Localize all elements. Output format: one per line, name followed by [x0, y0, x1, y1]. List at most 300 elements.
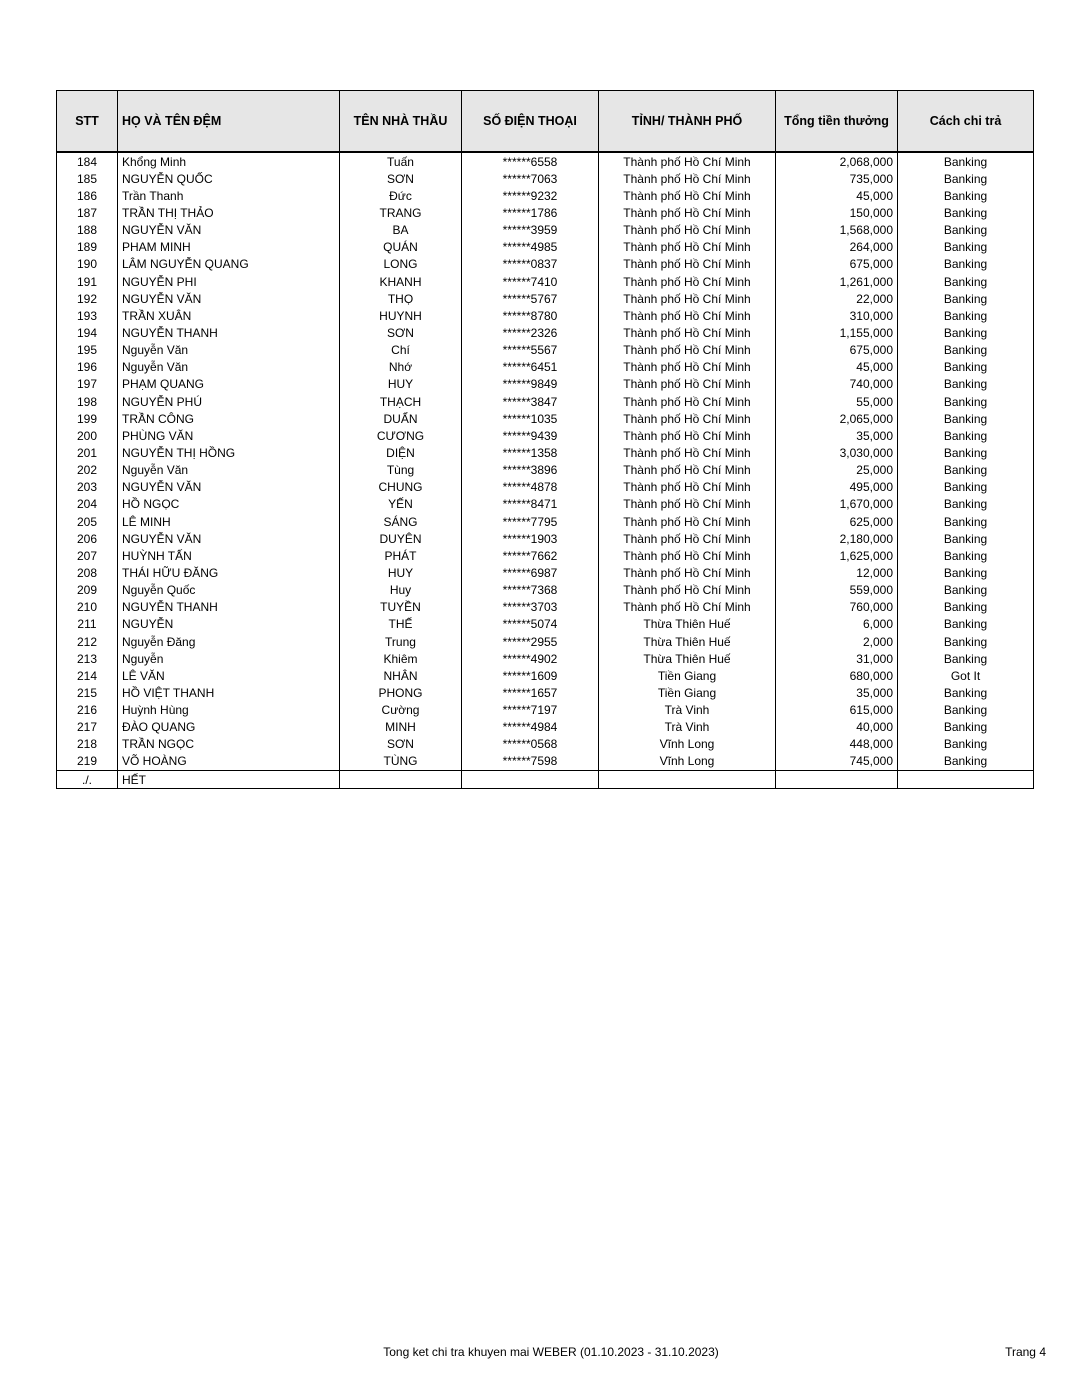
row-so-dien-thoai: ******1657	[462, 684, 599, 701]
row-ho-ten-dem: NGUYỄN VĂN	[118, 290, 340, 307]
row-tong-tien: 448,000	[776, 736, 898, 753]
row-tinh: Thành phố Hồ Chí Minh	[599, 307, 776, 324]
table-row	[57, 753, 1034, 771]
row-stt: 212	[57, 633, 118, 650]
row-tong-tien: 1,261,000	[776, 273, 898, 290]
row-ho-ten-dem: LÊ VĂN	[118, 667, 340, 684]
row-tong-tien: 31,000	[776, 650, 898, 667]
row-tinh: Thành phố Hồ Chí Minh	[599, 427, 776, 444]
row-cach-chi-tra: Banking	[898, 564, 1034, 581]
row-tong-tien: 1,155,000	[776, 324, 898, 341]
row-ho-ten-dem: LÂM NGUYỄN QUANG	[118, 256, 340, 273]
row-tinh: Thành phố Hồ Chí Minh	[599, 256, 776, 273]
row-so-dien-thoai: ******7795	[462, 513, 599, 530]
table-row	[57, 547, 1034, 564]
row-so-dien-thoai: ******5074	[462, 616, 599, 633]
row-stt: 209	[57, 582, 118, 599]
row-tinh: Thành phố Hồ Chí Minh	[599, 513, 776, 530]
row-so-dien-thoai: ******1786	[462, 204, 599, 221]
row-ho-ten-dem: VÕ HOÀNG	[118, 753, 340, 771]
table-row	[57, 427, 1034, 444]
row-tinh: Thành phố Hồ Chí Minh	[599, 170, 776, 187]
row-ten: HUYNH	[340, 307, 462, 324]
table-row	[57, 599, 1034, 616]
row-tong-tien: 55,000	[776, 393, 898, 410]
row-cach-chi-tra: Banking	[898, 702, 1034, 719]
row-tinh: Thành phố Hồ Chí Minh	[599, 582, 776, 599]
row-ten: Huy	[340, 582, 462, 599]
row-cach-chi-tra: Banking	[898, 410, 1034, 427]
table-row	[57, 479, 1034, 496]
row-stt: 207	[57, 547, 118, 564]
table-row	[57, 582, 1034, 599]
row-tinh: Thành phố Hồ Chí Minh	[599, 393, 776, 410]
row-ho-ten-dem: Khổng Minh	[118, 152, 340, 170]
row-so-dien-thoai: ******0837	[462, 256, 599, 273]
table-row	[57, 256, 1034, 273]
header-tinh-thanh-pho: TỈNH/ THÀNH PHỐ	[599, 91, 776, 153]
row-tinh: Thành phố Hồ Chí Minh	[599, 152, 776, 170]
row-ho-ten-dem: THÁI HỮU ĐĂNG	[118, 564, 340, 581]
row-stt: 199	[57, 410, 118, 427]
row-stt: 208	[57, 564, 118, 581]
row-ten: CHUNG	[340, 479, 462, 496]
row-cach-chi-tra: Banking	[898, 599, 1034, 616]
row-cach-chi-tra: Banking	[898, 187, 1034, 204]
row-tong-tien: 675,000	[776, 256, 898, 273]
table-row	[57, 513, 1034, 530]
row-so-dien-thoai: ******1358	[462, 444, 599, 461]
row-ten: Khiêm	[340, 650, 462, 667]
row-cach-chi-tra: Banking	[898, 650, 1034, 667]
row-so-dien-thoai: ******5767	[462, 290, 599, 307]
row-tong-tien: 740,000	[776, 376, 898, 393]
row-so-dien-thoai: ******9439	[462, 427, 599, 444]
row-ten: QUÁN	[340, 239, 462, 256]
row-stt: 195	[57, 342, 118, 359]
row-tong-tien: 264,000	[776, 239, 898, 256]
row-ten: PHÁT	[340, 547, 462, 564]
row-tong-tien: 615,000	[776, 702, 898, 719]
row-cach-chi-tra: Banking	[898, 582, 1034, 599]
row-stt: 187	[57, 204, 118, 221]
row-ten: TRANG	[340, 204, 462, 221]
table-row	[57, 462, 1034, 479]
row-cach-chi-tra: Banking	[898, 273, 1034, 290]
row-stt: 203	[57, 479, 118, 496]
end-empty	[599, 771, 776, 789]
row-ho-ten-dem: NGUYỄN THỊ HỒNG	[118, 444, 340, 461]
header-so-dien-thoai: SỐ ĐIỆN THOẠI	[462, 91, 599, 153]
table-row	[57, 204, 1034, 221]
row-stt: 210	[57, 599, 118, 616]
row-so-dien-thoai: ******9232	[462, 187, 599, 204]
row-tong-tien: 6,000	[776, 616, 898, 633]
row-tinh: Thành phố Hồ Chí Minh	[599, 462, 776, 479]
row-cach-chi-tra: Banking	[898, 616, 1034, 633]
row-ten: LONG	[340, 256, 462, 273]
row-tong-tien: 495,000	[776, 479, 898, 496]
header-cach-chi-tra: Cách chi trả	[898, 91, 1034, 153]
row-stt: 194	[57, 324, 118, 341]
row-ho-ten-dem: TRẦN THỊ THẢO	[118, 204, 340, 221]
row-so-dien-thoai: ******6558	[462, 152, 599, 170]
row-tinh: Thành phố Hồ Chí Minh	[599, 359, 776, 376]
table-row	[57, 273, 1034, 290]
header-row	[57, 91, 1034, 153]
table-row	[57, 342, 1034, 359]
row-tong-tien: 3,030,000	[776, 444, 898, 461]
row-stt: 219	[57, 753, 118, 771]
row-so-dien-thoai: ******6451	[462, 359, 599, 376]
row-tinh: Thành phố Hồ Chí Minh	[599, 290, 776, 307]
table-row	[57, 564, 1034, 581]
row-ten: Chí	[340, 342, 462, 359]
row-stt: 211	[57, 616, 118, 633]
row-tinh: Thừa Thiên Huế	[599, 616, 776, 633]
row-cach-chi-tra: Banking	[898, 256, 1034, 273]
row-ten: TÙNG	[340, 753, 462, 771]
row-ten: BA	[340, 222, 462, 239]
row-so-dien-thoai: ******6987	[462, 564, 599, 581]
table-row	[57, 684, 1034, 701]
row-ho-ten-dem: NGUYỄN VĂN	[118, 222, 340, 239]
row-cach-chi-tra: Banking	[898, 324, 1034, 341]
row-tong-tien: 45,000	[776, 359, 898, 376]
payout-table	[56, 90, 1034, 789]
row-stt: 206	[57, 530, 118, 547]
row-ho-ten-dem: Nguyễn	[118, 650, 340, 667]
row-so-dien-thoai: ******4985	[462, 239, 599, 256]
row-so-dien-thoai: ******3896	[462, 462, 599, 479]
row-ho-ten-dem: Nguyễn Văn	[118, 462, 340, 479]
row-so-dien-thoai: ******3847	[462, 393, 599, 410]
row-cach-chi-tra: Banking	[898, 393, 1034, 410]
row-cach-chi-tra: Banking	[898, 736, 1034, 753]
row-so-dien-thoai: ******9849	[462, 376, 599, 393]
row-cach-chi-tra: Banking	[898, 170, 1034, 187]
row-tinh: Thành phố Hồ Chí Minh	[599, 342, 776, 359]
row-so-dien-thoai: ******5567	[462, 342, 599, 359]
row-tong-tien: 559,000	[776, 582, 898, 599]
row-tong-tien: 25,000	[776, 462, 898, 479]
end-empty	[776, 771, 898, 789]
row-ten: NHÂN	[340, 667, 462, 684]
row-ho-ten-dem: NGUYỄN PHI	[118, 273, 340, 290]
row-so-dien-thoai: ******4878	[462, 479, 599, 496]
row-ho-ten-dem: NGUYỄN	[118, 616, 340, 633]
table-row	[57, 170, 1034, 187]
table-row	[57, 376, 1034, 393]
row-cach-chi-tra: Banking	[898, 376, 1034, 393]
row-ho-ten-dem: TRẦN CÔNG	[118, 410, 340, 427]
row-ten: DUẨN	[340, 410, 462, 427]
table-row	[57, 152, 1034, 170]
header-ten-nha-thau: TÊN NHÀ THẦU	[340, 91, 462, 153]
row-stt: 185	[57, 170, 118, 187]
row-ho-ten-dem: LÊ MINH	[118, 513, 340, 530]
row-ten: TUYỀN	[340, 599, 462, 616]
row-cach-chi-tra: Banking	[898, 222, 1034, 239]
end-row	[57, 771, 1034, 789]
row-cach-chi-tra: Banking	[898, 719, 1034, 736]
row-tinh: Thành phố Hồ Chí Minh	[599, 376, 776, 393]
row-tinh: Vĩnh Long	[599, 753, 776, 771]
row-tong-tien: 150,000	[776, 204, 898, 221]
row-stt: 215	[57, 684, 118, 701]
row-cach-chi-tra: Banking	[898, 342, 1034, 359]
row-so-dien-thoai: ******7368	[462, 582, 599, 599]
row-ho-ten-dem: Nguyễn Quốc	[118, 582, 340, 599]
row-so-dien-thoai: ******4902	[462, 650, 599, 667]
row-tong-tien: 2,180,000	[776, 530, 898, 547]
row-so-dien-thoai: ******2955	[462, 633, 599, 650]
row-ten: Tùng	[340, 462, 462, 479]
row-ten: Trung	[340, 633, 462, 650]
row-ho-ten-dem: PHAM MINH	[118, 239, 340, 256]
row-tinh: Tiền Giang	[599, 667, 776, 684]
row-tinh: Thành phố Hồ Chí Minh	[599, 204, 776, 221]
table-row	[57, 324, 1034, 341]
row-so-dien-thoai: ******3959	[462, 222, 599, 239]
row-tinh: Tiền Giang	[599, 684, 776, 701]
row-tong-tien: 680,000	[776, 667, 898, 684]
row-so-dien-thoai: ******1903	[462, 530, 599, 547]
row-ten: Tuấn	[340, 152, 462, 170]
row-tinh: Thừa Thiên Huế	[599, 650, 776, 667]
row-ten: HUY	[340, 564, 462, 581]
row-so-dien-thoai: ******3703	[462, 599, 599, 616]
row-ho-ten-dem: HUỲNH TẤN	[118, 547, 340, 564]
end-empty	[898, 771, 1034, 789]
row-ten: SƠN	[340, 170, 462, 187]
row-tong-tien: 1,670,000	[776, 496, 898, 513]
row-so-dien-thoai: ******7662	[462, 547, 599, 564]
table-body	[57, 152, 1034, 789]
row-ten: CƯƠNG	[340, 427, 462, 444]
row-stt: 191	[57, 273, 118, 290]
row-tinh: Thành phố Hồ Chí Minh	[599, 444, 776, 461]
row-so-dien-thoai: ******1035	[462, 410, 599, 427]
row-tong-tien: 2,000	[776, 633, 898, 650]
row-tong-tien: 1,568,000	[776, 222, 898, 239]
row-tong-tien: 745,000	[776, 753, 898, 771]
row-ten: PHONG	[340, 684, 462, 701]
row-cach-chi-tra: Banking	[898, 547, 1034, 564]
table-row	[57, 736, 1034, 753]
row-tong-tien: 45,000	[776, 187, 898, 204]
row-cach-chi-tra: Banking	[898, 427, 1034, 444]
end-empty	[462, 771, 599, 789]
row-ten: DUYÊN	[340, 530, 462, 547]
row-ho-ten-dem: Trần Thanh	[118, 187, 340, 204]
row-cach-chi-tra: Banking	[898, 444, 1034, 461]
row-so-dien-thoai: ******2326	[462, 324, 599, 341]
row-ho-ten-dem: NGUYỄN VĂN	[118, 479, 340, 496]
row-stt: 216	[57, 702, 118, 719]
row-stt: 200	[57, 427, 118, 444]
table-row	[57, 410, 1034, 427]
row-tong-tien: 735,000	[776, 170, 898, 187]
row-stt: 189	[57, 239, 118, 256]
row-tinh: Thành phố Hồ Chí Minh	[599, 599, 776, 616]
row-stt: 214	[57, 667, 118, 684]
header-stt: STT	[57, 91, 118, 153]
row-stt: 186	[57, 187, 118, 204]
table-row	[57, 444, 1034, 461]
row-cach-chi-tra: Banking	[898, 239, 1034, 256]
row-ho-ten-dem: PHẠM QUANG	[118, 376, 340, 393]
row-stt: 198	[57, 393, 118, 410]
row-stt: 196	[57, 359, 118, 376]
table-row	[57, 290, 1034, 307]
row-stt: 204	[57, 496, 118, 513]
table-row	[57, 393, 1034, 410]
row-ten: SƠN	[340, 324, 462, 341]
header-tong-tien-thuong: Tổng tiền thưởng	[776, 91, 898, 153]
row-so-dien-thoai: ******7598	[462, 753, 599, 771]
row-ho-ten-dem: PHÙNG VĂN	[118, 427, 340, 444]
row-ho-ten-dem: Huỳnh Hùng	[118, 702, 340, 719]
row-cach-chi-tra: Banking	[898, 753, 1034, 771]
row-ho-ten-dem: NGUYỄN VĂN	[118, 530, 340, 547]
row-stt: 213	[57, 650, 118, 667]
row-stt: 218	[57, 736, 118, 753]
row-cach-chi-tra: Banking	[898, 307, 1034, 324]
table-row	[57, 307, 1034, 324]
row-stt: 217	[57, 719, 118, 736]
table-row	[57, 633, 1034, 650]
row-ten: THẠCH	[340, 393, 462, 410]
row-tong-tien: 12,000	[776, 564, 898, 581]
row-cach-chi-tra: Banking	[898, 204, 1034, 221]
table-row	[57, 616, 1034, 633]
row-tinh: Thành phố Hồ Chí Minh	[599, 410, 776, 427]
table-row	[57, 530, 1034, 547]
footer-title: Tong ket chi tra khuyen mai WEBER (01.10.2023 - 31.10.2023)	[383, 1345, 719, 1359]
row-so-dien-thoai: ******7410	[462, 273, 599, 290]
row-ho-ten-dem: HỒ NGỌC	[118, 496, 340, 513]
table-row	[57, 496, 1034, 513]
row-cach-chi-tra: Banking	[898, 496, 1034, 513]
row-so-dien-thoai: ******1609	[462, 667, 599, 684]
row-tinh: Thừa Thiên Huế	[599, 633, 776, 650]
row-ten: YẾN	[340, 496, 462, 513]
row-stt: 197	[57, 376, 118, 393]
row-ten: MINH	[340, 719, 462, 736]
row-tinh: Trà Vinh	[599, 702, 776, 719]
row-ten: Nhớ	[340, 359, 462, 376]
row-stt: 192	[57, 290, 118, 307]
row-cach-chi-tra: Banking	[898, 513, 1034, 530]
row-tong-tien: 760,000	[776, 599, 898, 616]
row-tinh: Vĩnh Long	[599, 736, 776, 753]
row-tong-tien: 35,000	[776, 684, 898, 701]
row-tinh: Thành phố Hồ Chí Minh	[599, 239, 776, 256]
row-ho-ten-dem: NGUYỄN THANH	[118, 599, 340, 616]
row-cach-chi-tra: Banking	[898, 290, 1034, 307]
row-tinh: Thành phố Hồ Chí Minh	[599, 187, 776, 204]
row-tong-tien: 1,625,000	[776, 547, 898, 564]
row-tinh: Thành phố Hồ Chí Minh	[599, 222, 776, 239]
row-cach-chi-tra: Banking	[898, 633, 1034, 650]
row-stt: 184	[57, 152, 118, 170]
row-ten: KHANH	[340, 273, 462, 290]
row-so-dien-thoai: ******4984	[462, 719, 599, 736]
header-ho-ten-dem: HỌ VÀ TÊN ĐỆM	[118, 91, 340, 153]
table-row	[57, 222, 1034, 239]
row-ho-ten-dem: TRẦN XUÂN	[118, 307, 340, 324]
row-tinh: Thành phố Hồ Chí Minh	[599, 547, 776, 564]
row-stt: 193	[57, 307, 118, 324]
row-cach-chi-tra: Banking	[898, 684, 1034, 701]
row-cach-chi-tra: Banking	[898, 479, 1034, 496]
page-number: Trang 4	[1005, 1345, 1046, 1359]
row-ho-ten-dem: TRẦN NGỌC	[118, 736, 340, 753]
row-tong-tien: 2,065,000	[776, 410, 898, 427]
row-so-dien-thoai: ******8471	[462, 496, 599, 513]
row-tong-tien: 675,000	[776, 342, 898, 359]
row-tinh: Thành phố Hồ Chí Minh	[599, 324, 776, 341]
table-row	[57, 667, 1034, 684]
row-ten: THỌ	[340, 290, 462, 307]
row-cach-chi-tra: Banking	[898, 530, 1034, 547]
table-row	[57, 719, 1034, 736]
row-tong-tien: 2,068,000	[776, 152, 898, 170]
row-ho-ten-dem: Nguyễn Văn	[118, 342, 340, 359]
row-ho-ten-dem: HỒ VIỆT THANH	[118, 684, 340, 701]
row-cach-chi-tra: Banking	[898, 152, 1034, 170]
row-cach-chi-tra: Banking	[898, 359, 1034, 376]
table-row	[57, 187, 1034, 204]
row-cach-chi-tra: Got It	[898, 667, 1034, 684]
row-tong-tien: 40,000	[776, 719, 898, 736]
table-row	[57, 359, 1034, 376]
row-ho-ten-dem: Nguyễn Văn	[118, 359, 340, 376]
row-stt: 205	[57, 513, 118, 530]
row-tinh: Trà Vinh	[599, 719, 776, 736]
row-stt: 201	[57, 444, 118, 461]
row-ho-ten-dem: Nguyễn Đăng	[118, 633, 340, 650]
row-tinh: Thành phố Hồ Chí Minh	[599, 273, 776, 290]
row-tinh: Thành phố Hồ Chí Minh	[599, 479, 776, 496]
row-ten: Đức	[340, 187, 462, 204]
row-ten: HUY	[340, 376, 462, 393]
row-ho-ten-dem: ĐÀO QUANG	[118, 719, 340, 736]
row-tinh: Thành phố Hồ Chí Minh	[599, 496, 776, 513]
row-ho-ten-dem: NGUYỄN THANH	[118, 324, 340, 341]
row-so-dien-thoai: ******7063	[462, 170, 599, 187]
end-empty	[340, 771, 462, 789]
row-tong-tien: 625,000	[776, 513, 898, 530]
row-tinh: Thành phố Hồ Chí Minh	[599, 530, 776, 547]
row-ten: SƠN	[340, 736, 462, 753]
row-ten: SÁNG	[340, 513, 462, 530]
table-row	[57, 702, 1034, 719]
row-so-dien-thoai: ******0568	[462, 736, 599, 753]
row-ho-ten-dem: NGUYỄN PHÚ	[118, 393, 340, 410]
row-stt: 190	[57, 256, 118, 273]
row-ten: Cường	[340, 702, 462, 719]
row-ten: DIỆN	[340, 444, 462, 461]
table-row	[57, 239, 1034, 256]
row-so-dien-thoai: ******7197	[462, 702, 599, 719]
row-stt: 188	[57, 222, 118, 239]
row-tong-tien: 22,000	[776, 290, 898, 307]
row-ho-ten-dem: NGUYỄN QUỐC	[118, 170, 340, 187]
row-tong-tien: 35,000	[776, 427, 898, 444]
end-mark: ./.	[57, 771, 118, 789]
